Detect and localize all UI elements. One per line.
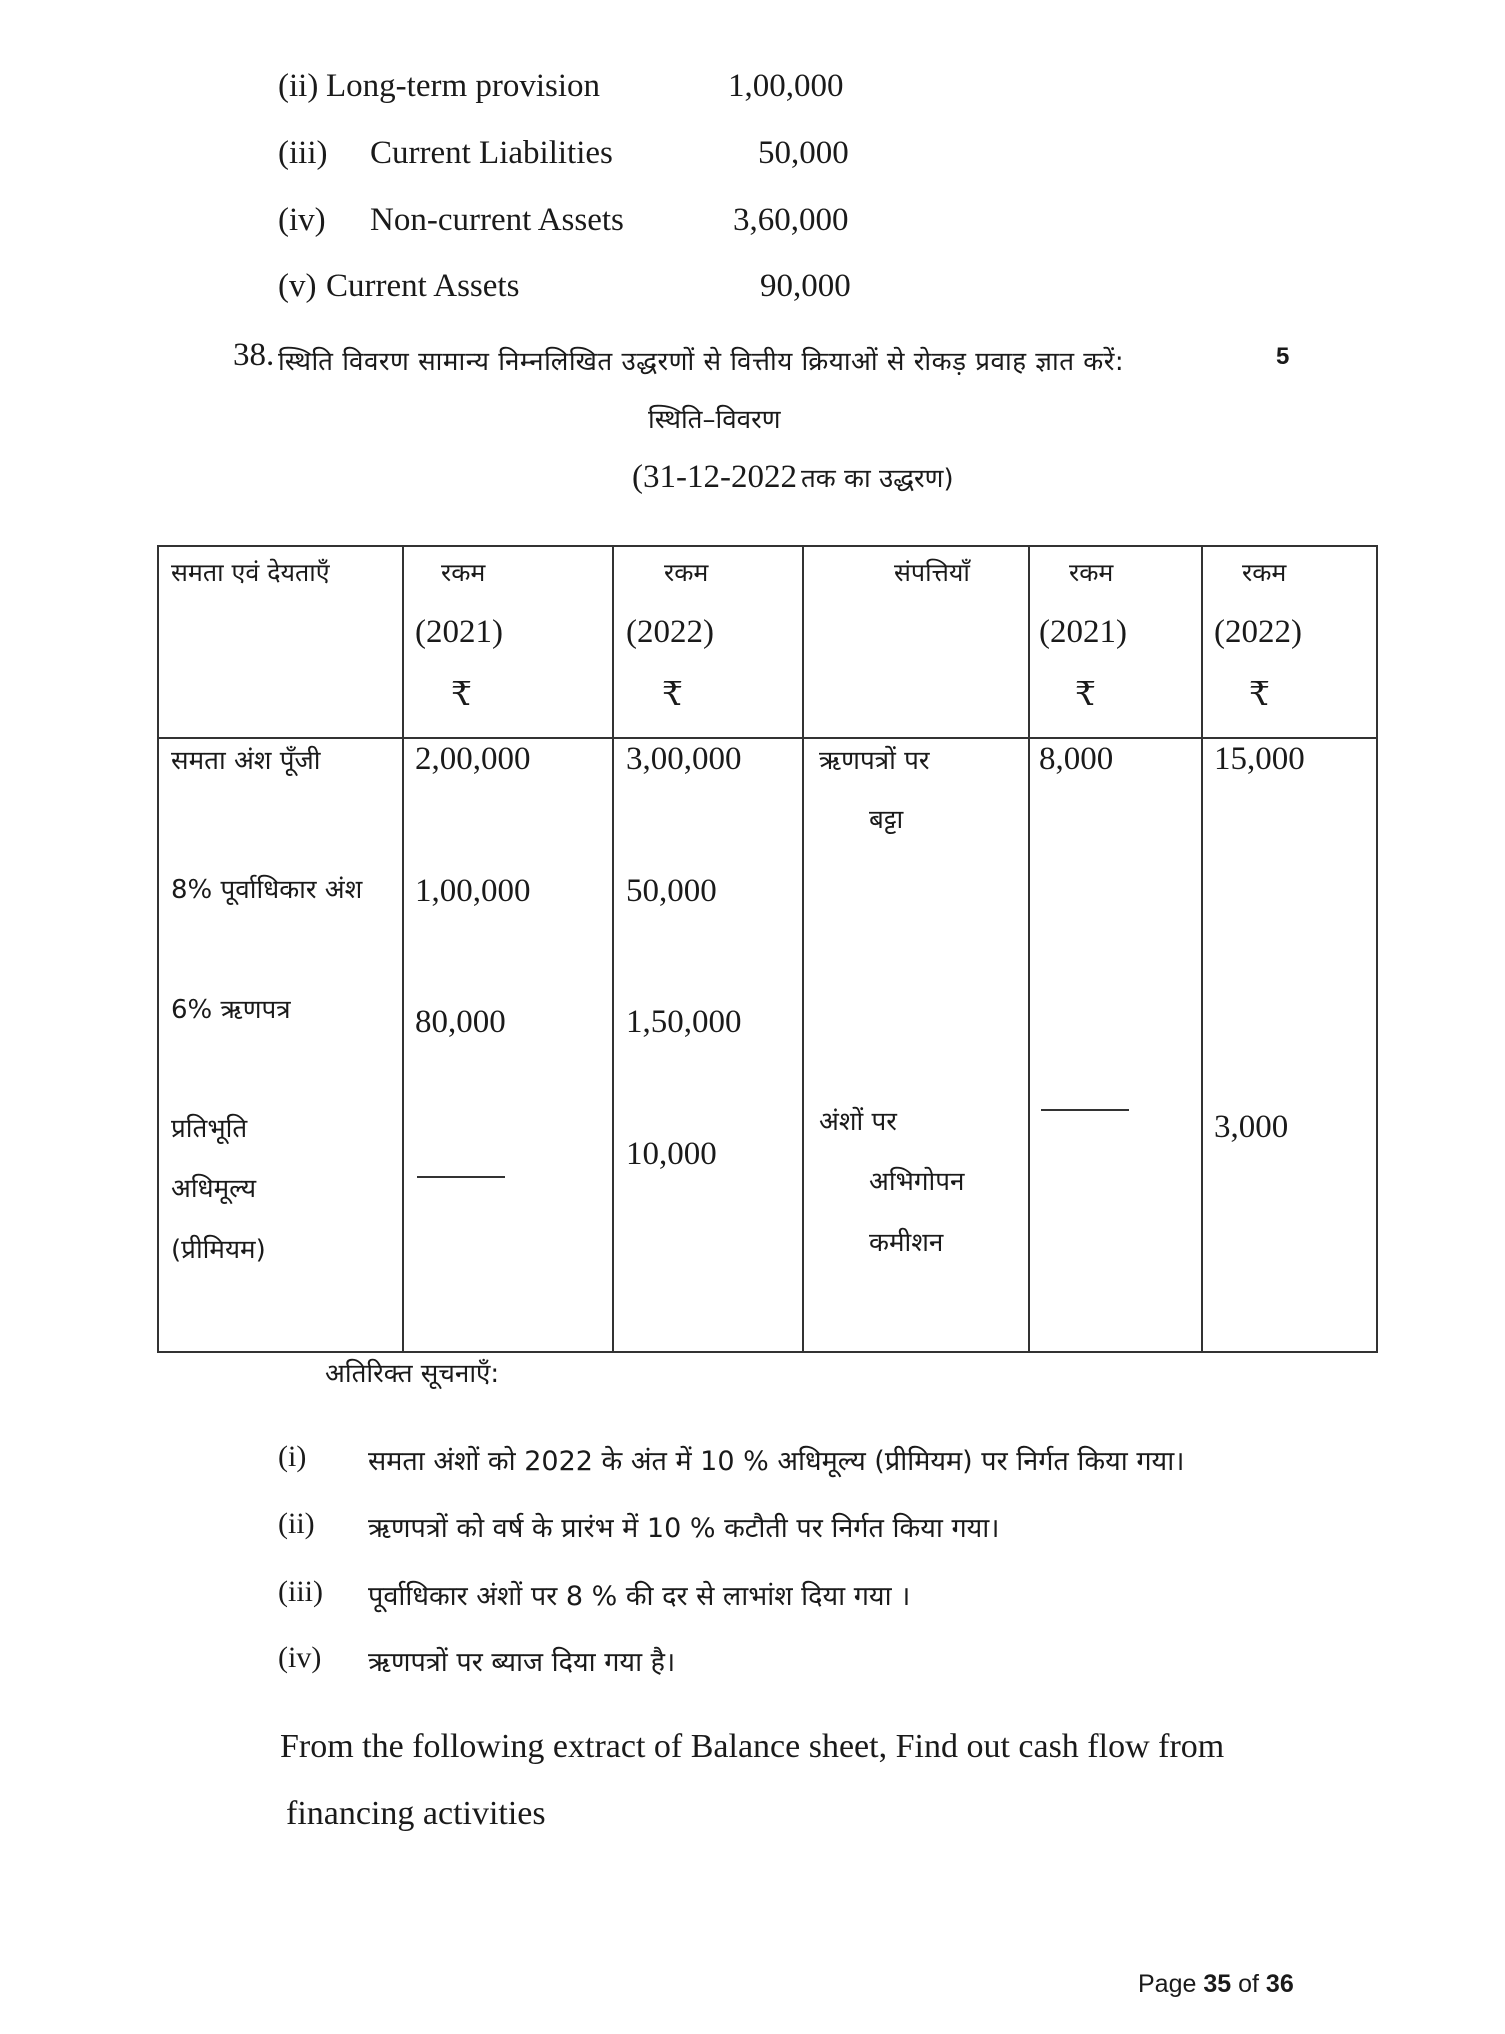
liability-2022: 50,000 [626,873,717,909]
provision-amount: 50,000 [758,135,849,171]
asset-label: अभिगोपन [869,1167,965,1197]
subtitle-hindi: तक का उद्धरण) [800,464,954,494]
statement-subtitle [632,459,954,496]
header-assets: संपत्तियाँ [894,558,970,587]
liability-label: प्रतिभूति [171,1114,248,1144]
liability-2022: 10,000 [626,1136,717,1172]
header-currency: ₹ [1249,677,1270,713]
liability-2022: 1,50,000 [626,1004,742,1040]
provision-label: Current Assets [326,268,520,304]
liability-label: 8% पूर्वाधिकार अंश [171,875,363,905]
question-text: स्थिति विवरण सामान्य निम्नलिखित उद्धरणों से वित्तीय क्रियाओं से रोकड़ प्रवाह ज्ञात करें: [278,347,1125,377]
provision-label: Long-term provision [326,68,601,104]
provision-label: Non-current Assets [370,202,624,238]
asset-2021: 8,000 [1039,741,1114,777]
provision-label: Current Liabilities [370,135,613,171]
note-text: समता अंशों को 2022 के अंत में 10 % अधिमूल्य (प्रीमियम) पर निर्गत किया गया। [368,1446,1185,1477]
subtitle-date: (31-12-2022 [632,459,797,495]
liability-label: अधिमूल्य [171,1174,257,1204]
asset-label: कमीशन [869,1228,944,1258]
liability-2022: 3,00,000 [626,741,742,777]
asset-2022: 3,000 [1214,1109,1289,1145]
provision-num: (v) [278,268,317,304]
header-amount: रकम [1242,558,1287,587]
footer-current-page: 35 [1203,1970,1232,1998]
note-text: पूर्वाधिकार अंशों पर 8 % की दर से लाभांश दिया गया । [368,1581,911,1612]
empty-value-dash [417,1176,505,1178]
asset-label: बट्टा [869,805,904,835]
english-question-line2: financing activities [286,1795,546,1832]
note-number: (iii) [278,1575,323,1608]
header-amount: रकम [664,558,709,587]
header-amount: रकम [441,558,486,587]
liability-label: समता अंश पूँजी [171,746,321,776]
liability-2021: 2,00,000 [415,741,531,777]
note-number: (i) [278,1440,307,1473]
notes-heading: अतिरिक्त सूचनाएँ: [325,1359,500,1389]
page-footer [1138,1970,1294,1999]
provision-num: (ii) [278,68,319,104]
provision-num: (iv) [278,202,326,238]
balance-sheet-table [157,545,1378,1353]
note-number: (iv) [278,1641,322,1674]
header-liabilities: समता एवं देयताएँ [171,558,330,587]
footer-total-pages: 36 [1265,1970,1294,1998]
question-marks: 5 [1276,343,1290,370]
header-year-2022: (2022) [626,614,714,650]
header-year-2022: (2022) [1214,614,1302,650]
provision-amount: 1,00,000 [728,68,844,104]
provision-amount: 90,000 [760,268,851,304]
note-text: ऋणपत्रों पर ब्याज दिया गया है। [368,1647,676,1678]
header-currency: ₹ [1075,677,1096,713]
provision-num: (iii) [278,135,328,171]
header-currency: ₹ [662,677,683,713]
footer-page-word: Page [1138,1970,1197,1998]
liability-2021: 1,00,000 [415,873,531,909]
header-currency: ₹ [451,677,472,713]
statement-title: स्थिति–विवरण [648,405,781,435]
provision-amount: 3,60,000 [733,202,849,238]
note-text: ऋणपत्रों को वर्ष के प्रारंभ में 10 % कटौती पर निर्गत किया गया। [368,1513,1000,1544]
english-question-line1: From the following extract of Balance sheet, Find out cash flow from [280,1728,1225,1765]
empty-value-dash [1041,1109,1129,1111]
footer-of-word: of [1238,1970,1259,1998]
note-number: (ii) [278,1507,315,1540]
liability-label: 6% ऋणपत्र [171,995,291,1025]
liability-2021: 80,000 [415,1004,506,1040]
header-year-2021: (2021) [415,614,503,650]
question-number: 38. [233,337,275,373]
asset-2022: 15,000 [1214,741,1305,777]
header-year-2021: (2021) [1039,614,1127,650]
header-amount: रकम [1069,558,1114,587]
asset-label: ऋणपत्रों पर [819,746,930,776]
liability-label: (प्रीमियम) [171,1235,266,1265]
asset-label: अंशों पर [819,1107,897,1137]
